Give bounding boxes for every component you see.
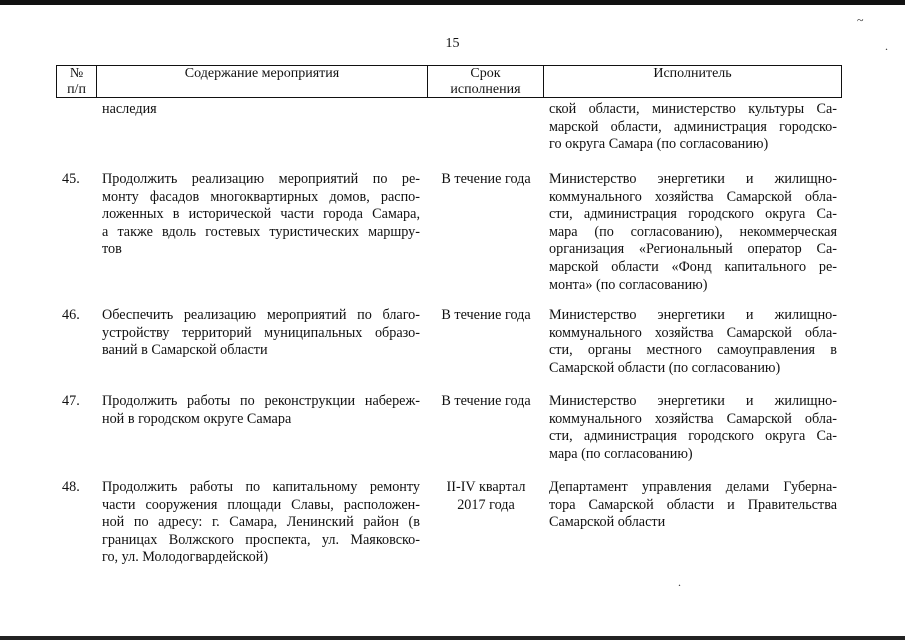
row-executor: Департамент управления делами Губерна- тора Самарской области и Правительства Самарской области [549, 479, 837, 531]
row-content: Продолжить работы по реконструкции набереж- ной в городском округе Самара [102, 393, 420, 427]
row-deadline: II-IV квартал 2017 года [446, 479, 526, 513]
continued-executor: ской области, министерство культуры Са- марской области, администрация городско- го округа Самара (по согласованию) [549, 101, 837, 153]
row-content: Продолжить работы по капитальному ремонту части сооружения площади Славы, расположен- ной по адресу: г. Самара, Ленинский район (в границах Волжского проспекта, ул. Маяковско- го, ул. Молодогвардейской) [102, 479, 420, 566]
row-executor: Министерство энергетики и жилищно- коммунального хозяйства Самарской обла- сти, администрация городского округа Са- мара (по согласованию), некоммерческая организация «Региональный оператор Са- марской области «Фонд капитального ре- монта» (по согласованию) [549, 171, 837, 293]
row-executor: Министерство энергетики и жилищно- коммунального хозяйства Самарской обла- сти, администрация городского округа Са- мара (по согласованию) [549, 393, 837, 462]
row-executor: Министерство энергетики и жилищно- коммунального хозяйства Самарской обла- сти, органы местного самоуправления в Самарской области (по согласованию) [549, 307, 837, 376]
row-deadline: В течение года [441, 171, 531, 187]
header-deadline: Срок исполнения [450, 66, 521, 97]
continued-content: наследия [102, 101, 157, 117]
row-content: Продолжить реализацию мероприятий по ре- монту фасадов многоквартирных домов, распо- ложенных в исторической части города Самара, а также вдоль гостевых туристических маршру- тов [102, 171, 420, 258]
scan-mark: ~ [857, 13, 864, 27]
row-number: 45. [62, 171, 80, 187]
row-number: 46. [62, 307, 80, 323]
scan-dot: . [885, 39, 888, 53]
header-content: Содержание мероприятия [184, 66, 340, 81]
row-deadline: В течение года [441, 307, 531, 323]
row-number: 47. [62, 393, 80, 409]
scan-dot: . [678, 575, 681, 589]
header-executor: Исполнитель [653, 66, 732, 81]
page-top-edge [0, 0, 905, 5]
header-num: № п/п [67, 66, 86, 97]
row-deadline: В течение года [441, 393, 531, 409]
row-content: Обеспечить реализацию мероприятий по благо- устройству территорий муниципальных образо- ваний в Самарской области [102, 307, 420, 359]
page-number: 15 [445, 36, 460, 51]
page-bottom-edge [0, 636, 905, 640]
row-number: 48. [62, 479, 80, 495]
